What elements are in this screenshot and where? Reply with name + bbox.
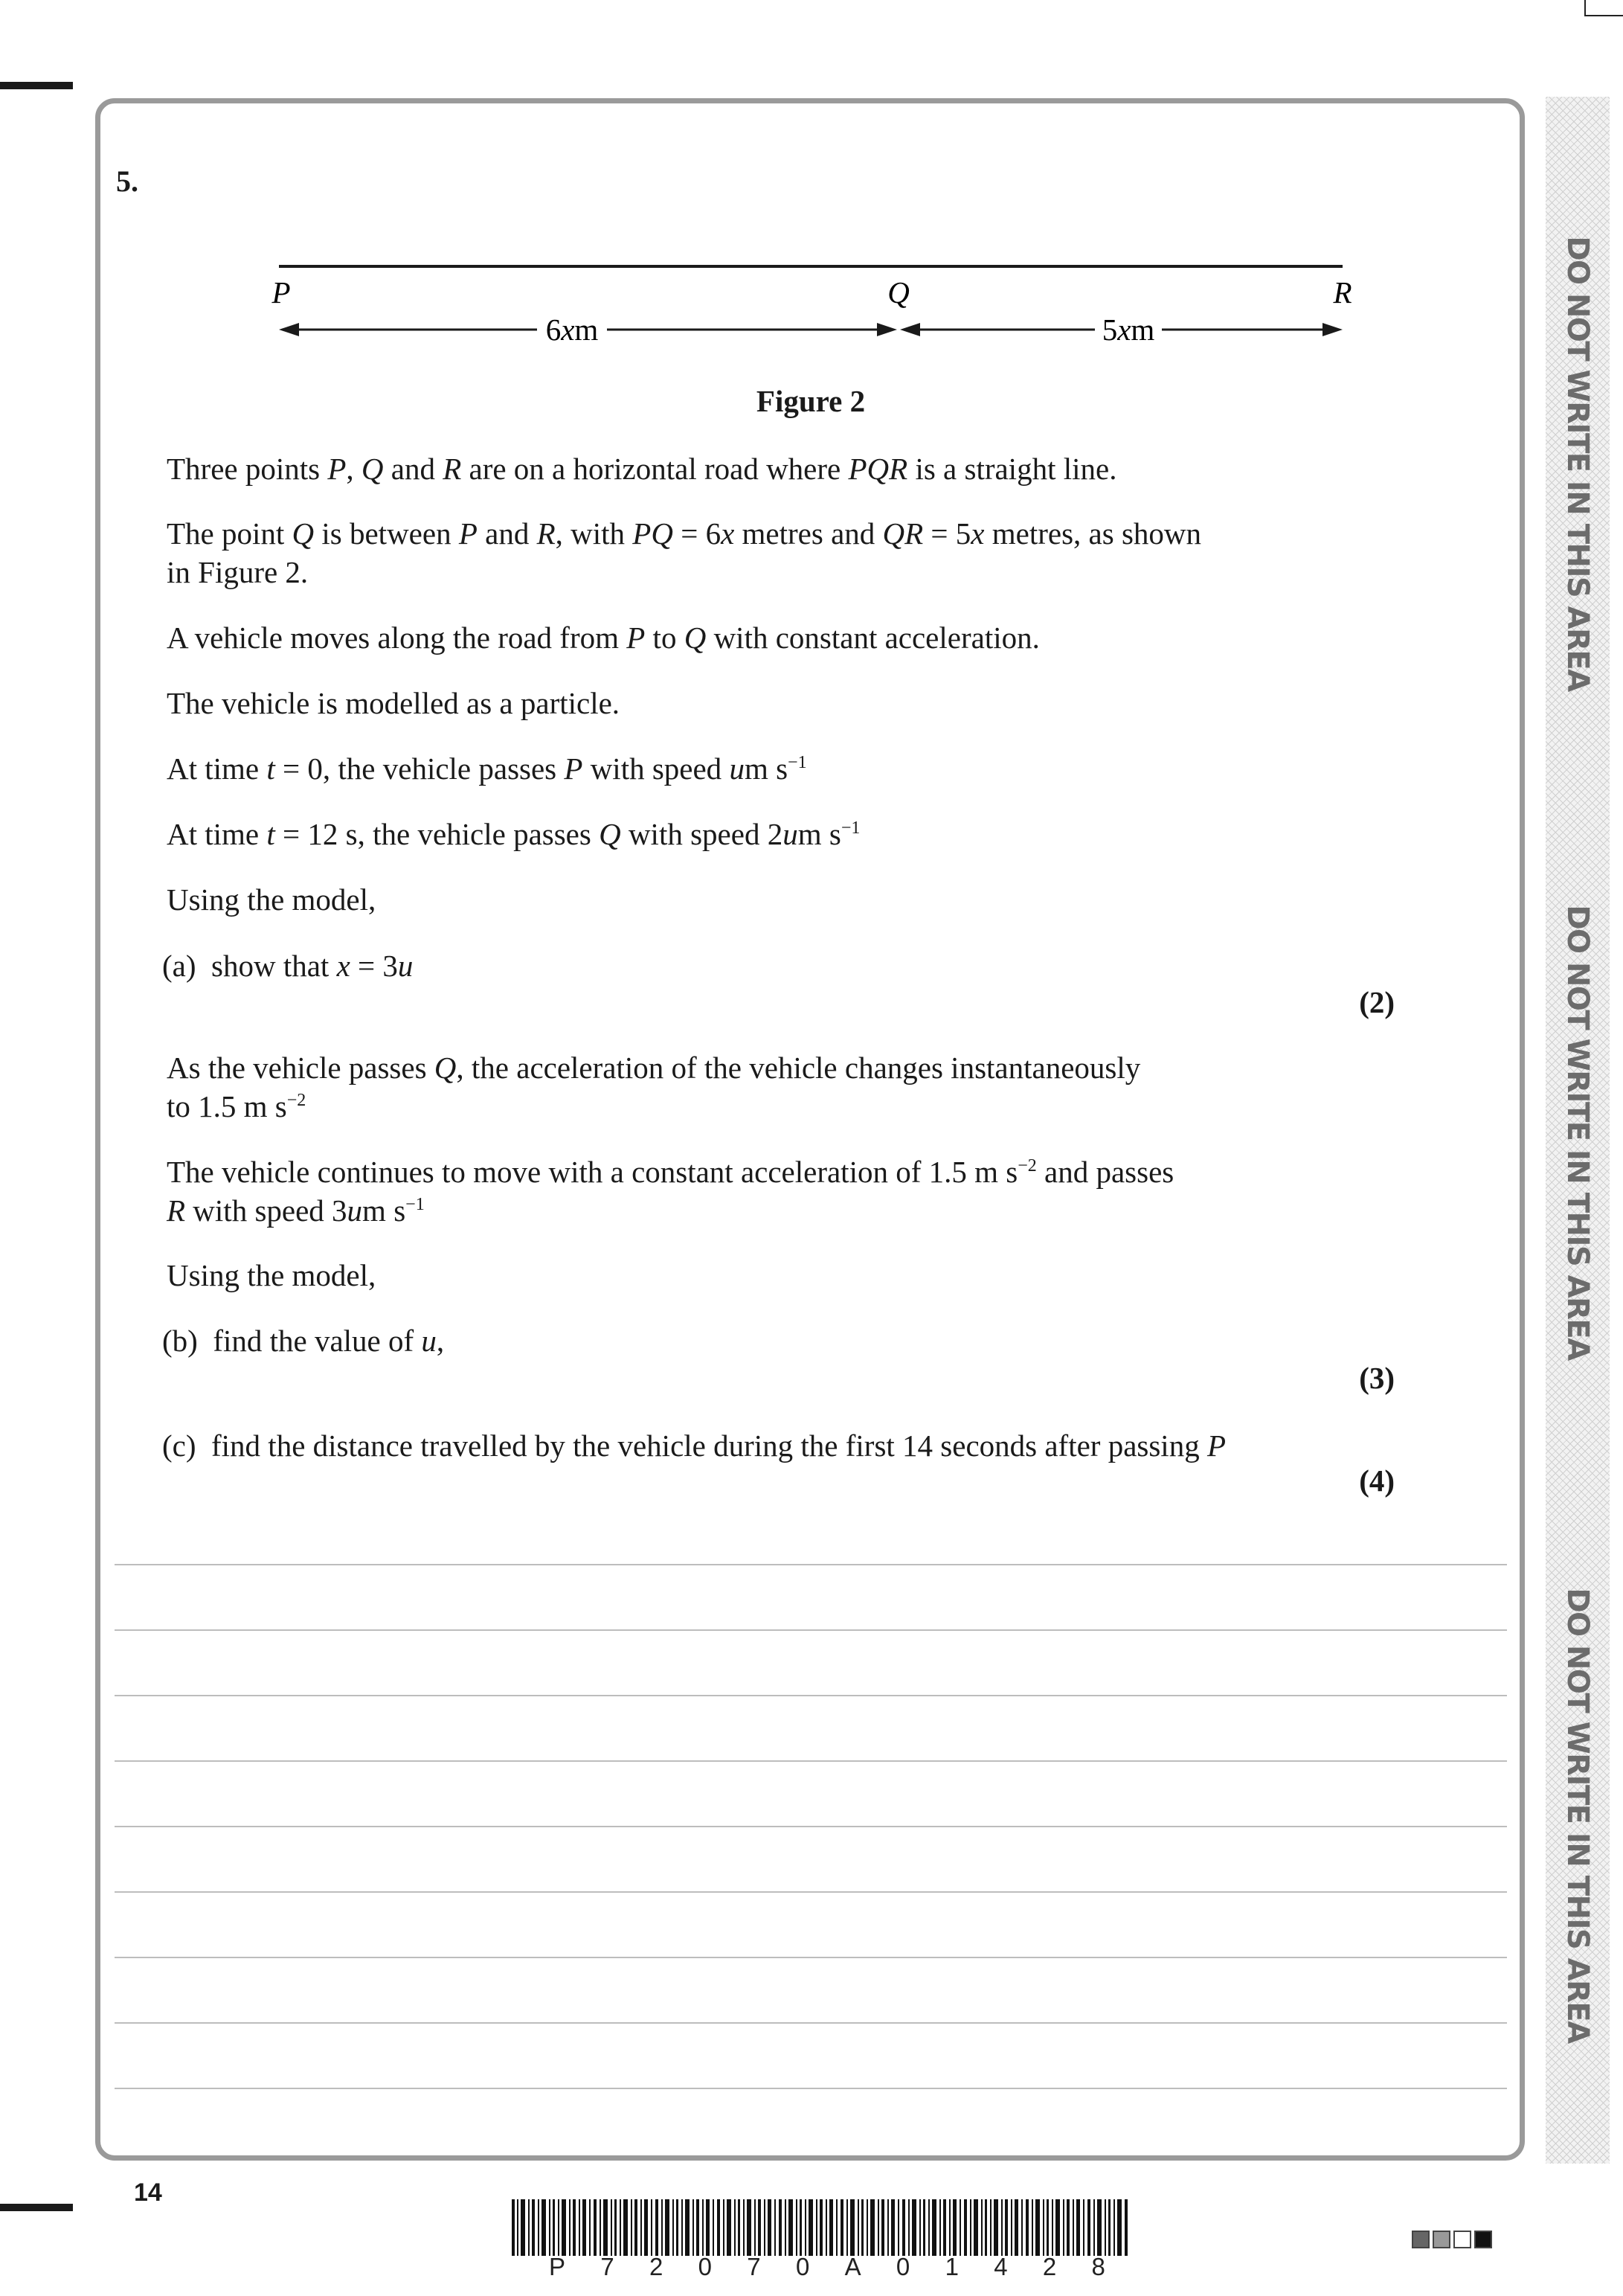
pq-length-label: 6xm xyxy=(545,312,599,346)
question-part-c: (c) find the distance travelled by the vehicle during the first 14 seconds after passing P xyxy=(162,1428,1226,1463)
answer-line[interactable] xyxy=(115,1629,1507,1631)
page-marker-square xyxy=(1433,2231,1450,2248)
question-part-a: (a) show that x = 3u xyxy=(162,949,414,983)
question-paragraph: As the vehicle passes Q, the acceleration of the vehicle changes instantaneously to 1.5 m $s^{-2}$ xyxy=(167,1051,1141,1123)
registration-mark xyxy=(0,2204,73,2211)
question-paragraph: At time t = 0, the vehicle passes P with speed um $s^{-1}$ xyxy=(167,751,807,786)
point-label-p: P xyxy=(271,275,291,310)
answer-line[interactable] xyxy=(115,1564,1507,1565)
barcode xyxy=(512,2199,1128,2256)
question-paragraph: Using the model, xyxy=(167,882,376,917)
point-label-r: R xyxy=(1333,275,1352,310)
question-paragraph: Three points P, Q and R are on a horizontal road where PQR is a straight line. xyxy=(167,452,1117,486)
question-paragraph: The point Q is between P and R, with PQ = 6x metres and QR = 5x metres, as shown in Figure 2. xyxy=(167,516,1202,589)
road-diagram xyxy=(260,249,1383,346)
answer-line[interactable] xyxy=(115,1760,1507,1762)
arrow-left-icon xyxy=(900,323,920,336)
page-number: 14 xyxy=(134,2178,162,2207)
crop-mark xyxy=(1584,0,1586,16)
arrow-right-icon xyxy=(877,323,897,336)
answer-line[interactable] xyxy=(115,1957,1507,1958)
question-part-b: (b) find the value of u, xyxy=(162,1324,445,1358)
page-marker-square xyxy=(1474,2231,1492,2248)
question-paragraph: At time t = 12 s, the vehicle passes Q with speed 2um $s^{-1}$ xyxy=(167,817,861,851)
page-marker-square xyxy=(1412,2231,1430,2248)
crop-mark xyxy=(1586,15,1623,16)
answer-line[interactable] xyxy=(115,1891,1507,1893)
question-paragraph: The vehicle is modelled as a particle. xyxy=(167,686,620,720)
question-paragraph: A vehicle moves along the road from P to Q with constant acceleration. xyxy=(167,621,1040,655)
answer-line[interactable] xyxy=(115,2088,1507,2089)
marks-label: (4) xyxy=(1359,1463,1395,1498)
page-marker-square xyxy=(1453,2231,1471,2248)
qr-length-label: 5xm xyxy=(1102,312,1155,346)
answer-line[interactable] xyxy=(115,1826,1507,1827)
registration-mark xyxy=(0,82,73,89)
answer-line[interactable] xyxy=(115,2022,1507,2024)
question-paragraph: Using the model, xyxy=(167,1258,376,1292)
marks-label: (3) xyxy=(1359,1361,1395,1395)
marks-label: (2) xyxy=(1359,985,1395,1019)
barcode-text: P 7 2 0 7 0 A 0 1 4 2 8 xyxy=(549,2253,1105,2280)
arrow-right-icon xyxy=(1322,323,1343,336)
figure-caption: Figure 2 xyxy=(756,384,866,418)
point-label-q: Q xyxy=(887,275,910,310)
arrow-left-icon xyxy=(279,323,299,336)
question-paragraph: The vehicle continues to move with a constant acceleration of 1.5 m $s^{-2}$ and passes R with speed 3um $s^{-1}$ xyxy=(167,1155,1174,1228)
question-number: 5. xyxy=(116,164,138,198)
answer-line[interactable] xyxy=(115,1695,1507,1696)
